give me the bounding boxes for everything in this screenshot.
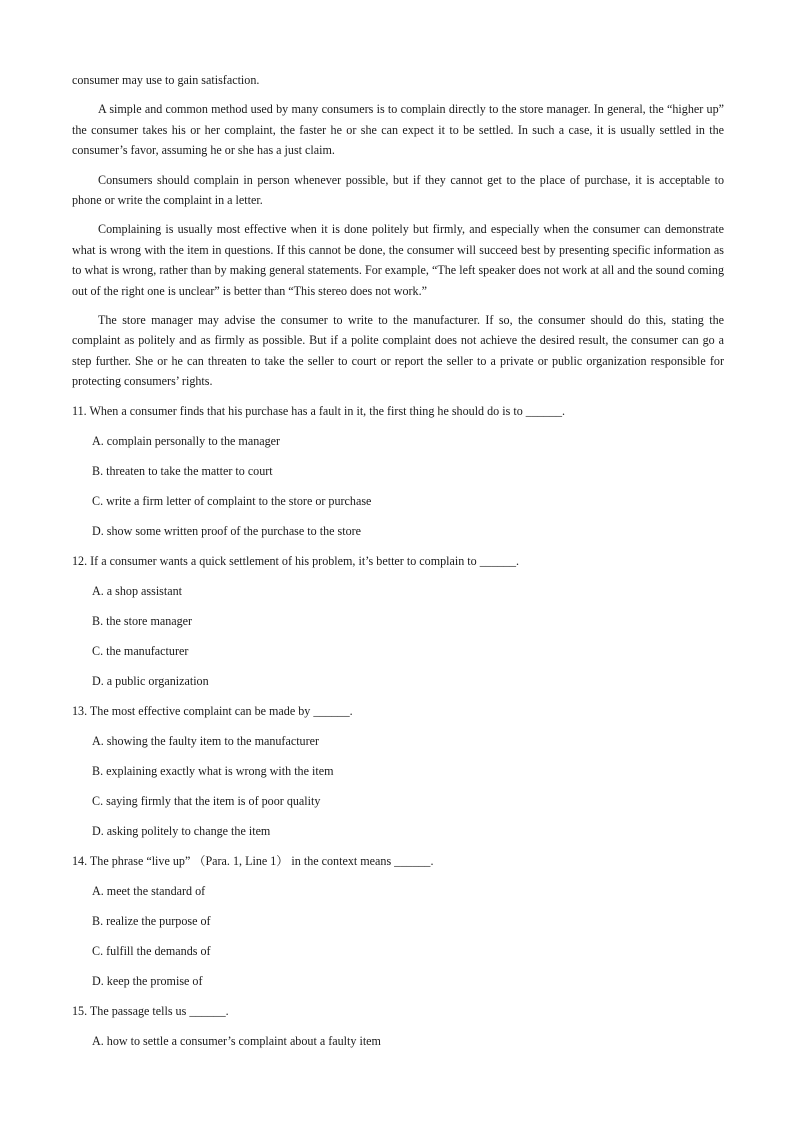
answer-option: B. the store manager	[92, 613, 193, 628]
answer-option: B. explaining exactly what is wrong with the item	[92, 763, 334, 778]
passage-paragraph: Consumers should complain in person whenever possible, but if they cannot get to the place of purchase, it is acceptable to phone or write the complaint in a letter.	[72, 172, 724, 208]
question-11	[72, 401, 724, 541]
question-13	[72, 701, 724, 841]
answer-option: D. asking politely to change the item	[92, 823, 271, 838]
answer-option: A. how to settle a consumer’s complaint about a faulty item	[92, 1033, 381, 1048]
passage-paragraph: consumer may use to gain satisfaction.	[72, 73, 260, 87]
question-12	[72, 551, 724, 691]
question-stem: 11. When a consumer finds that his purchase has a fault in it, the first thing he should do is to ______.	[72, 403, 566, 418]
passage-paragraph: A simple and common method used by many consumers is to complain directly to the store manager. In general, the “higher up” the consumer takes his or her complaint, the faster he or she can expect it to be settled. In such a case, it is usually settled in the consumer’s favor, assuming he or she has a just claim.	[72, 102, 724, 158]
answer-option: A. showing the faulty item to the manufacturer	[92, 733, 320, 748]
passage-paragraph: Complaining is usually most effective when it is done politely but firmly, and especially when the consumer can demonstrate what is wrong with the item in questions. If this cannot be done, the consumer will succeed best by presenting specific information as to what is wrong, rather than by making general statements. For example, “The left speaker does not work at all and the sound coming out of the right one is unclear” is better than “This stereo does not work.”	[72, 222, 724, 298]
answer-option: B. realize the purpose of	[92, 913, 211, 928]
passage-paragraph: The store manager may advise the consumer to write to the manufacturer. If so, the consumer should do this, stating the complaint as politely and as firmly as possible. But if a polite complaint does not achieve the desired result, the consumer can go a step further. She or he can threaten to take the seller to court or report the seller to a private or public organization responsible for protecting consumers’ rights.	[72, 313, 724, 389]
answer-option: C. saying firmly that the item is of poor quality	[92, 793, 321, 808]
answer-option: D. show some written proof of the purchase to the store	[92, 523, 362, 538]
question-stem: 15. The passage tells us ______.	[72, 1003, 229, 1018]
document-page	[72, 70, 724, 1061]
answer-option: D. keep the promise of	[92, 973, 203, 988]
question-15	[72, 1001, 724, 1051]
question-stem: 12. If a consumer wants a quick settlement of his problem, it’s better to complain to ______.	[72, 553, 520, 568]
answer-option: C. fulfill the demands of	[92, 943, 211, 958]
question-14	[72, 851, 724, 991]
question-list	[72, 401, 724, 1051]
answer-option: C. write a firm letter of complaint to the store or purchase	[92, 493, 372, 508]
answer-option: C. the manufacturer	[92, 643, 189, 658]
answer-option: A. complain personally to the manager	[92, 433, 281, 448]
answer-option: A. meet the standard of	[92, 883, 206, 898]
passage	[72, 70, 724, 392]
question-stem: 13. The most effective complaint can be made by ______.	[72, 703, 353, 718]
answer-option: A. a shop assistant	[92, 583, 183, 598]
question-stem: 14. The phrase “live up” （Para. 1, Line 1） in the context means ______.	[72, 853, 434, 868]
answer-option: B. threaten to take the matter to court	[92, 463, 273, 478]
answer-option: D. a public organization	[92, 673, 209, 688]
